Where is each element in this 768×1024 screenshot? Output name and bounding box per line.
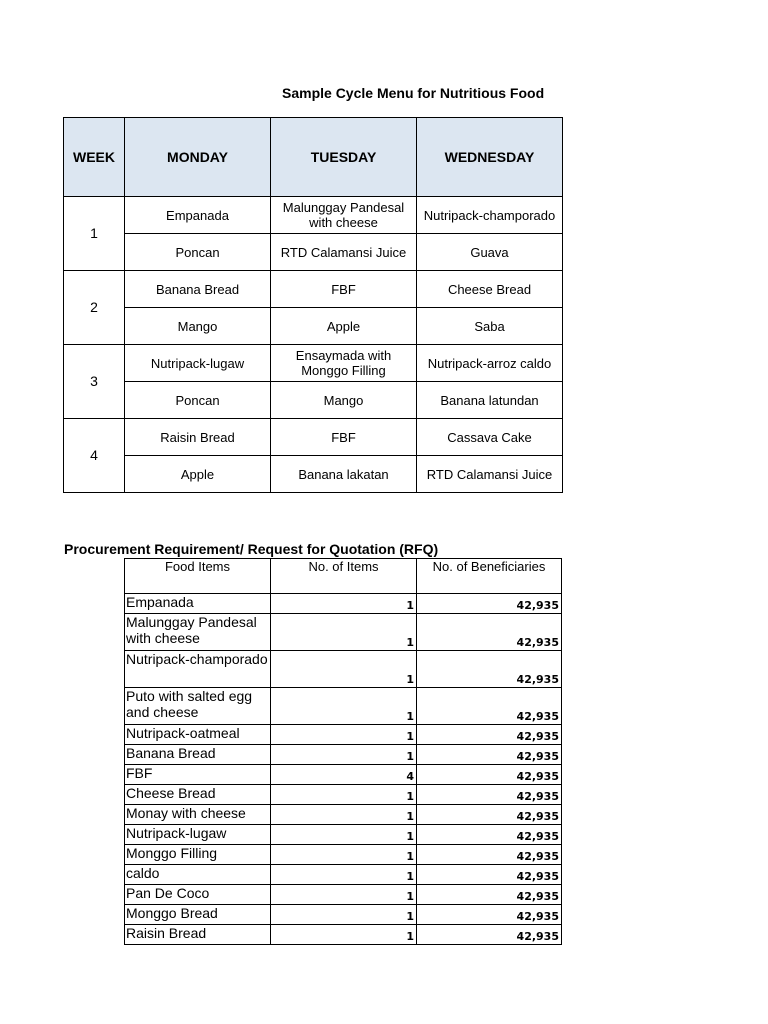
rfq-title: Procurement Requirement/ Request for Quotation (RFQ) [64, 541, 439, 557]
menu-cell: Apple [271, 308, 417, 345]
header-monday: MONDAY [125, 118, 271, 197]
item-count: 1 [271, 905, 417, 925]
beneficiary-count: 42,935 [417, 825, 562, 845]
menu-header-row [64, 118, 563, 197]
menu-row [64, 271, 563, 308]
beneficiary-count: 42,935 [417, 594, 562, 614]
item-count: 4 [271, 765, 417, 785]
rfq-row [125, 765, 562, 785]
menu-row [64, 345, 563, 382]
beneficiary-count: 42,935 [417, 725, 562, 745]
item-count: 1 [271, 825, 417, 845]
rfq-row [125, 725, 562, 745]
rfq-row [125, 885, 562, 905]
menu-row [64, 234, 563, 271]
menu-cell: Guava [417, 234, 563, 271]
item-count: 1 [271, 725, 417, 745]
menu-cell: FBF [271, 419, 417, 456]
week-number: 4 [64, 419, 125, 493]
rfq-row [125, 745, 562, 765]
menu-row [64, 419, 563, 456]
week-number: 2 [64, 271, 125, 345]
item-count: 1 [271, 865, 417, 885]
rfq-row [125, 905, 562, 925]
rfq-row [125, 594, 562, 614]
beneficiary-count: 42,935 [417, 614, 562, 651]
rfq-row [125, 785, 562, 805]
food-item: FBF [125, 765, 271, 785]
food-item: Monay with cheese [125, 805, 271, 825]
header-food-items: Food Items [125, 559, 271, 594]
item-count: 1 [271, 785, 417, 805]
beneficiary-count: 42,935 [417, 905, 562, 925]
menu-row [64, 308, 563, 345]
food-item: Malunggay Pandesal with cheese [125, 614, 271, 651]
food-item: Cheese Bread [125, 785, 271, 805]
menu-cell: Nutripack-lugaw [125, 345, 271, 382]
food-item: Empanada [125, 594, 271, 614]
menu-row [64, 197, 563, 234]
rfq-row [125, 825, 562, 845]
week-number: 3 [64, 345, 125, 419]
item-count: 1 [271, 594, 417, 614]
rfq-row [125, 614, 562, 651]
rfq-row [125, 925, 562, 945]
menu-cell: RTD Calamansi Juice [417, 456, 563, 493]
food-item: Raisin Bread [125, 925, 271, 945]
item-count: 1 [271, 614, 417, 651]
food-item: caldo [125, 865, 271, 885]
menu-title: Sample Cycle Menu for Nutritious Food [282, 85, 545, 101]
header-no-of-beneficiaries: No. of Beneficiaries [417, 559, 562, 594]
menu-cell: RTD Calamansi Juice [271, 234, 417, 271]
menu-cell: Banana lakatan [271, 456, 417, 493]
menu-cell: Ensaymada with Monggo Filling [271, 345, 417, 382]
rfq-row [125, 651, 562, 688]
menu-cell: Cassava Cake [417, 419, 563, 456]
menu-cell: Cheese Bread [417, 271, 563, 308]
menu-cell: Empanada [125, 197, 271, 234]
menu-cell: FBF [271, 271, 417, 308]
cycle-menu-table [63, 117, 563, 493]
menu-row [64, 456, 563, 493]
beneficiary-count: 42,935 [417, 865, 562, 885]
menu-cell: Mango [271, 382, 417, 419]
beneficiary-count: 42,935 [417, 745, 562, 765]
beneficiary-count: 42,935 [417, 651, 562, 688]
food-item: Monggo Filling [125, 845, 271, 865]
food-item: Nutripack-champorado [125, 651, 271, 688]
rfq-row [125, 805, 562, 825]
rfq-body [125, 594, 562, 945]
header-week: WEEK [64, 118, 125, 197]
item-count: 1 [271, 805, 417, 825]
rfq-table [124, 558, 562, 945]
menu-cell: Malunggay Pandesal with cheese [271, 197, 417, 234]
beneficiary-count: 42,935 [417, 925, 562, 945]
menu-cell: Poncan [125, 382, 271, 419]
header-tuesday: TUESDAY [271, 118, 417, 197]
beneficiary-count: 42,935 [417, 688, 562, 725]
rfq-row [125, 688, 562, 725]
menu-cell: Nutripack-champorado [417, 197, 563, 234]
menu-cell: Raisin Bread [125, 419, 271, 456]
food-item: Puto with salted egg and cheese [125, 688, 271, 725]
item-count: 1 [271, 845, 417, 865]
beneficiary-count: 42,935 [417, 805, 562, 825]
menu-cell: Apple [125, 456, 271, 493]
beneficiary-count: 42,935 [417, 785, 562, 805]
menu-body [64, 197, 563, 493]
menu-cell: Nutripack-arroz caldo [417, 345, 563, 382]
item-count: 1 [271, 745, 417, 765]
item-count: 1 [271, 925, 417, 945]
item-count: 1 [271, 688, 417, 725]
header-no-of-items: No. of Items [271, 559, 417, 594]
food-item: Banana Bread [125, 745, 271, 765]
menu-cell: Banana Bread [125, 271, 271, 308]
beneficiary-count: 42,935 [417, 765, 562, 785]
menu-row [64, 382, 563, 419]
week-number: 1 [64, 197, 125, 271]
food-item: Monggo Bread [125, 905, 271, 925]
item-count: 1 [271, 651, 417, 688]
rfq-row [125, 865, 562, 885]
rfq-row [125, 845, 562, 865]
item-count: 1 [271, 885, 417, 905]
header-wednesday: WEDNESDAY [417, 118, 563, 197]
rfq-header-row [125, 559, 562, 594]
menu-cell: Mango [125, 308, 271, 345]
food-item: Nutripack-oatmeal [125, 725, 271, 745]
beneficiary-count: 42,935 [417, 845, 562, 865]
menu-cell: Saba [417, 308, 563, 345]
food-item: Nutripack-lugaw [125, 825, 271, 845]
food-item: Pan De Coco [125, 885, 271, 905]
menu-cell: Poncan [125, 234, 271, 271]
beneficiary-count: 42,935 [417, 885, 562, 905]
menu-cell: Banana latundan [417, 382, 563, 419]
